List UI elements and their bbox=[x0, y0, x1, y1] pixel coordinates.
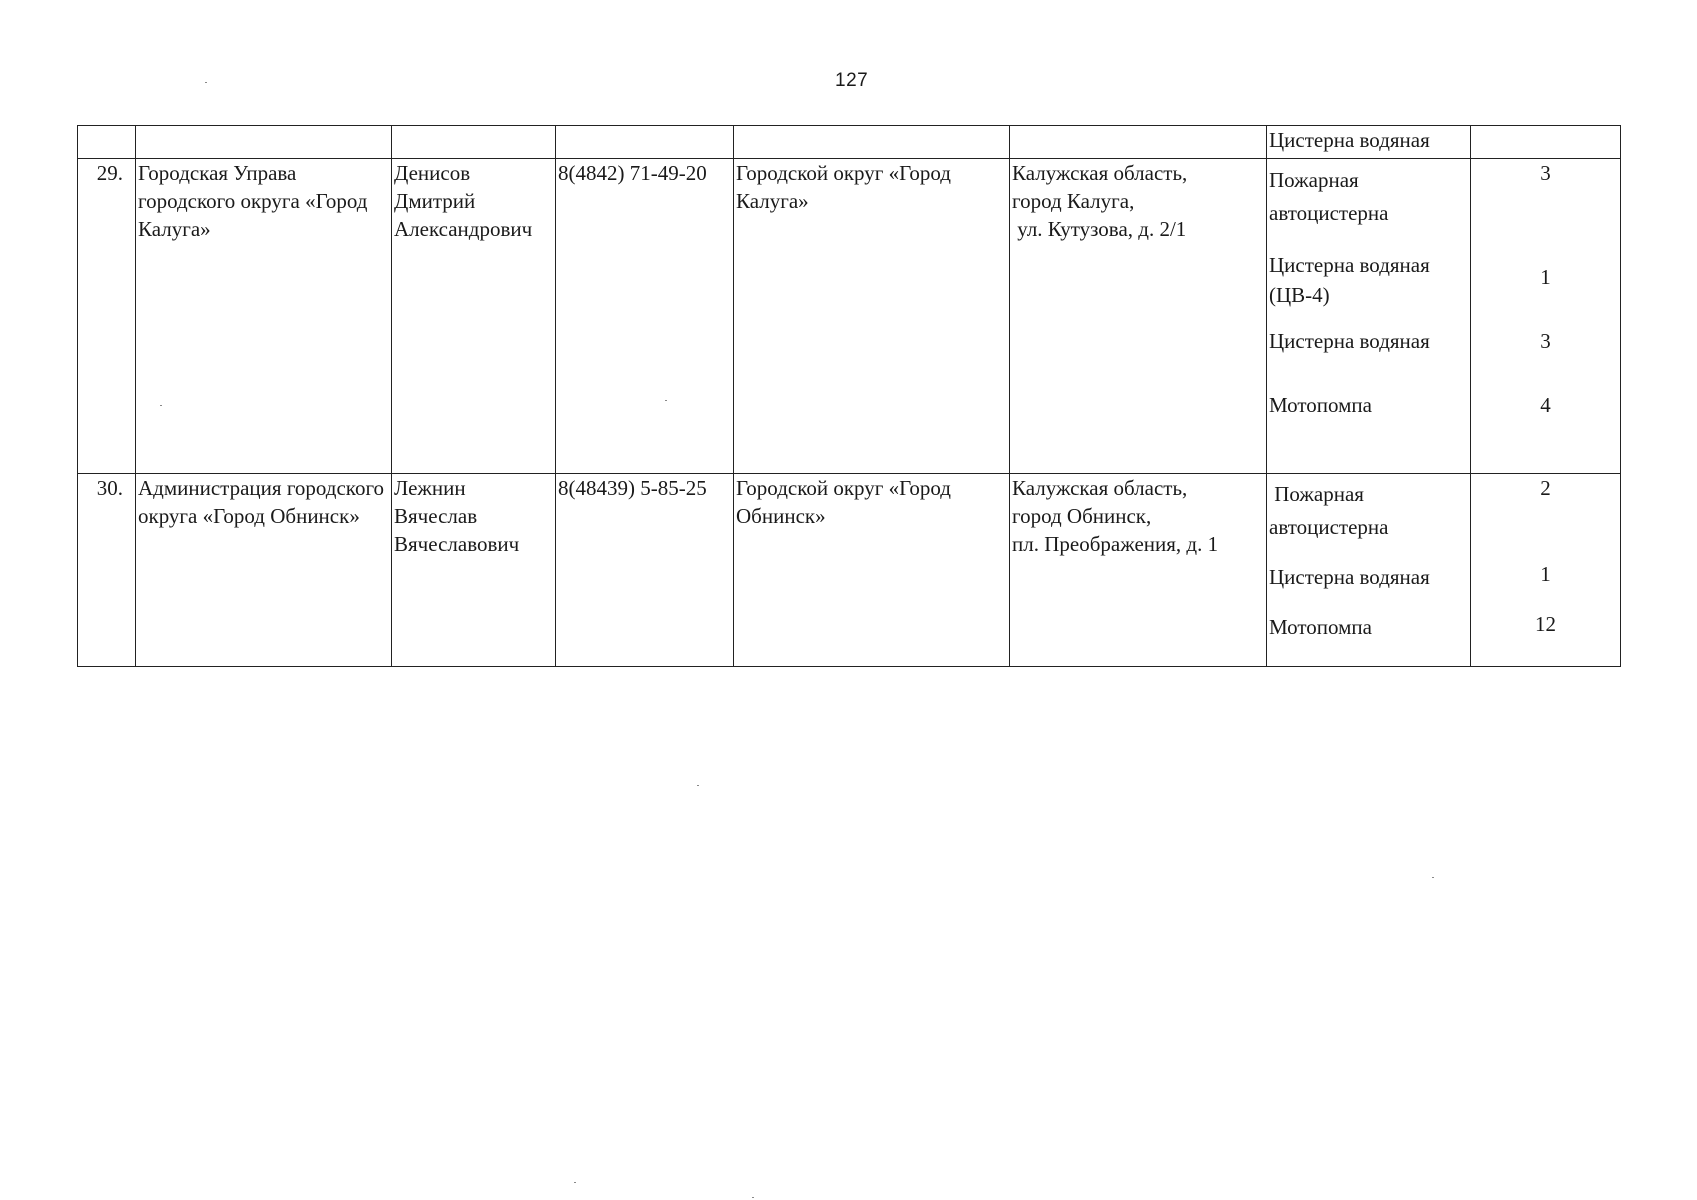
phone-number: 8(48439) 5-85-25 bbox=[558, 476, 707, 500]
head-name: Лежнин Вячеслав Вячеславович bbox=[394, 476, 520, 556]
equipment-name: Мотопомпа bbox=[1269, 393, 1372, 417]
municipality-cell bbox=[734, 159, 1010, 474]
equipment-quantity: 2 bbox=[1540, 476, 1551, 500]
equipment-cell bbox=[1267, 474, 1471, 667]
scan-speck bbox=[752, 1197, 754, 1198]
address-cell bbox=[1010, 474, 1267, 667]
address-line: ул. Кутузова, д. 2/1 bbox=[1012, 217, 1187, 241]
equipment-table bbox=[77, 125, 1621, 667]
cell-organization bbox=[136, 126, 392, 159]
cell-address bbox=[1010, 126, 1267, 159]
organization-cell bbox=[136, 159, 392, 474]
address bbox=[1010, 474, 1266, 558]
head-name: Денисов Дмитрий Александрович bbox=[394, 161, 533, 241]
head-cell bbox=[392, 159, 556, 474]
address-cell bbox=[1010, 159, 1267, 474]
scan-speck bbox=[665, 400, 667, 401]
scan-speck bbox=[574, 1182, 576, 1183]
cell-equipment bbox=[1267, 126, 1471, 159]
equipment-quantity: 1 bbox=[1540, 265, 1551, 289]
address-line: пл. Преображения, д. 1 bbox=[1012, 532, 1219, 556]
scan-speck bbox=[1432, 877, 1434, 878]
quantity-cell bbox=[1471, 159, 1621, 474]
address-line: Калужская область, bbox=[1012, 476, 1188, 500]
equipment-name: Цистерна водяная (ЦВ-4) bbox=[1269, 253, 1430, 307]
equipment-name: Цистерна водяная bbox=[1269, 565, 1430, 589]
scan-speck bbox=[697, 785, 699, 786]
equipment-name: Пожарная автоцистерна bbox=[1269, 168, 1389, 225]
cell-quantity bbox=[1471, 126, 1621, 159]
head-cell bbox=[392, 474, 556, 667]
equipment-quantity: 3 bbox=[1540, 161, 1551, 185]
equipment-name: Цистерна водяная bbox=[1269, 128, 1430, 152]
equipment-quantity: 3 bbox=[1540, 329, 1551, 353]
equipment-name: Цистерна водяная bbox=[1269, 329, 1430, 353]
row-number: 29. bbox=[78, 159, 136, 474]
table-row bbox=[78, 474, 1621, 667]
phone-cell bbox=[556, 159, 734, 474]
cell-phone bbox=[556, 126, 734, 159]
cell-number bbox=[78, 126, 136, 159]
municipality-name: Городской округ «Город Калуга» bbox=[736, 161, 951, 213]
scan-speck bbox=[160, 405, 162, 406]
equipment-quantity: 1 bbox=[1540, 562, 1551, 586]
page-number: 127 bbox=[835, 70, 869, 91]
address-line: город Обнинск, bbox=[1012, 504, 1152, 528]
row-number: 30. bbox=[78, 474, 136, 667]
cell-municipality bbox=[734, 126, 1010, 159]
organization-cell bbox=[136, 474, 392, 667]
table-row-continuation bbox=[78, 126, 1621, 159]
quantity-cell bbox=[1471, 474, 1621, 667]
address-line: Калужская область, bbox=[1012, 161, 1188, 185]
scan-speck bbox=[205, 82, 207, 83]
municipality-name: Городской округ «Город Обнинск» bbox=[736, 476, 951, 528]
address bbox=[1010, 159, 1266, 243]
equipment-quantity: 4 bbox=[1540, 393, 1551, 417]
organization-name: Администрация городского округа «Город Обнинск» bbox=[138, 476, 385, 528]
address-line: город Калуга, bbox=[1012, 189, 1135, 213]
cell-head bbox=[392, 126, 556, 159]
equipment-name: Пожарная автоцистерна bbox=[1269, 482, 1389, 539]
organization-name: Городская Управа городского округа «Город Калуга» bbox=[138, 161, 368, 241]
municipality-cell bbox=[734, 474, 1010, 667]
equipment-quantity: 12 bbox=[1535, 612, 1556, 636]
equipment-name: Мотопомпа bbox=[1269, 615, 1372, 639]
equipment-cell bbox=[1267, 159, 1471, 474]
table-row bbox=[78, 159, 1621, 474]
phone-cell bbox=[556, 474, 734, 667]
phone-number: 8(4842) 71-49-20 bbox=[558, 161, 707, 185]
